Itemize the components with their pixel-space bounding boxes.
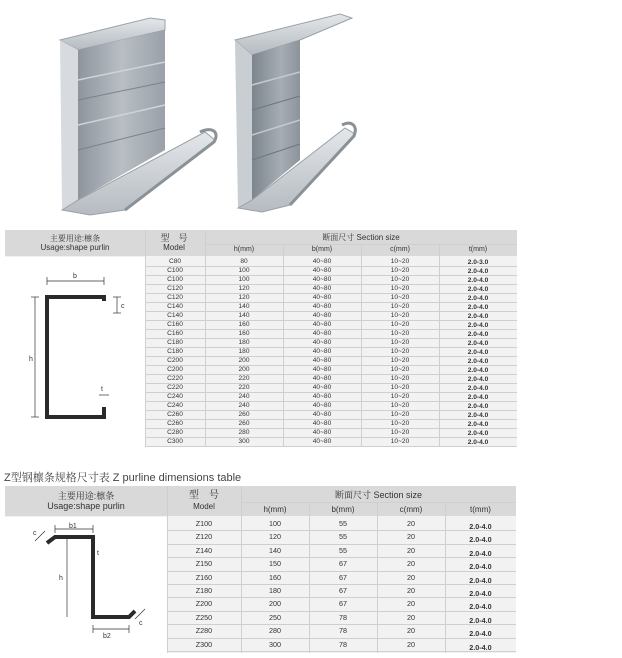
c-cell-r2-c4: 2.0-4.0 [467,277,489,284]
c-cell-r9-c1: 180 [238,339,250,346]
z-cell-r9-c2: 78 [339,639,347,649]
c-cell-r4-c2: 40~80 [312,294,332,301]
c-cell-r18-c1: 260 [238,420,250,427]
c-section-size-header: 断面尺寸 Section size [322,233,400,242]
c-cell-r12-c2: 40~80 [312,366,332,373]
c-col-h: h(mm) [233,246,255,253]
z-cell-r3-c0: Z150 [195,559,213,569]
z-cell-r1-c0: Z120 [195,532,213,542]
z-cell-r3-c1: 150 [269,559,281,569]
c-cell-r4-c4: 2.0-4.0 [467,295,489,302]
c-cell-r10-c0: C180 [167,348,183,355]
c-cell-r17-c4: 2.0-4.0 [467,412,489,419]
z-col-b: b(mm) [331,505,355,514]
c-cell-r2-c1: 100 [238,276,250,283]
z-usage-cn: 主要用途:檩条 [57,491,115,501]
c-cell-r7-c0: C160 [167,321,183,328]
z-dim-b1: b1 [69,523,77,530]
z-cell-r1-c4: 2.0-4.0 [469,535,492,545]
c-cell-r13-c0: C220 [167,375,183,382]
z-cell-r6-c4: 2.0-4.0 [469,602,492,612]
c-cell-r12-c0: C200 [167,366,183,373]
c-cell-r0-c2: 40~80 [312,258,332,265]
c-cell-r11-c1: 200 [238,357,250,364]
c-cell-r8-c3: 10~20 [390,330,410,337]
c-dim-b: b [73,273,77,280]
c-cell-r7-c1: 160 [238,321,250,328]
c-cell-r16-c1: 240 [238,402,250,409]
c-cell-r20-c3: 10~20 [390,438,410,445]
c-cell-r8-c2: 40~80 [312,330,332,337]
c-cell-r6-c2: 40~80 [312,312,332,319]
c-col-t: t(mm) [468,246,488,253]
c-cell-r5-c1: 140 [238,303,250,310]
c-cell-r4-c0: C120 [167,294,183,301]
c-usage-en: Usage:shape purlin [40,243,110,253]
c-cell-r2-c2: 40~80 [312,276,332,283]
c-cell-r19-c4: 2.0-4.0 [467,430,489,437]
z-cell-r5-c4: 2.0-4.0 [469,589,492,598]
c-cell-r13-c2: 40~80 [312,375,332,382]
z-model-en: Model [193,501,215,511]
c-cell-r10-c3: 10~20 [390,348,410,355]
c-cell-r20-c4: 2.0-4.0 [467,439,489,446]
c-col-b: b(mm) [311,246,333,253]
c-cell-r8-c0: C160 [167,330,183,337]
c-cell-r1-c3: 10~20 [390,267,410,274]
z-cell-r9-c0: Z300 [195,639,213,649]
z-cell-r3-c3: 20 [407,559,415,569]
c-cell-r8-c1: 160 [238,330,250,337]
c-cell-r6-c1: 140 [238,312,250,319]
z-cell-r5-c3: 20 [407,586,415,595]
z-cell-r5-c1: 180 [269,586,281,595]
z-col-h: h(mm) [263,505,287,514]
c-cell-r0-c1: 80 [240,258,248,265]
z-cell-r3-c2: 67 [339,559,347,569]
c-cell-r20-c1: 300 [238,438,250,445]
c-dim-h: h [29,356,33,363]
c-cell-r19-c2: 40~80 [312,429,332,436]
c-cell-r18-c2: 40~80 [312,420,332,427]
c-cell-r1-c2: 40~80 [312,267,332,274]
z-cell-r9-c1: 300 [269,639,281,649]
c-cell-r11-c0: C200 [167,357,183,364]
c-cell-r5-c4: 2.0-4.0 [467,304,489,311]
c-cell-r11-c4: 2.0-4.0 [467,358,489,365]
c-cell-r3-c0: C120 [167,285,183,292]
c-cell-r17-c0: C260 [167,411,183,418]
c-cell-r14-c4: 2.0-4.0 [467,385,489,392]
z-cell-r4-c3: 20 [407,572,415,582]
z-cell-r1-c3: 20 [407,532,415,542]
z-cell-r7-c4: 2.0-4.0 [469,615,492,625]
z-cell-r4-c1: 160 [269,572,281,582]
c-cell-r4-c3: 10~20 [390,294,410,301]
c-cell-r13-c3: 10~20 [390,375,410,382]
z-section-size-header: 断面尺寸 Section size [334,490,423,500]
c-usage-cn: 主要用途:檩条 [49,234,101,243]
c-cell-r19-c3: 10~20 [390,429,410,436]
c-cell-r1-c1: 100 [238,267,250,274]
c-cell-r10-c1: 180 [238,348,250,355]
z-cell-r9-c4: 2.0-4.0 [469,642,492,652]
c-cell-r20-c0: C300 [167,438,183,445]
c-cell-r5-c0: C140 [167,303,183,310]
z-cell-r7-c0: Z250 [195,612,213,622]
z-cell-r8-c4: 2.0-4.0 [469,629,492,639]
z-cell-r7-c3: 20 [407,612,415,622]
z-usage-en: Usage:shape purlin [47,501,125,512]
c-cell-r19-c1: 280 [238,429,250,436]
z-cell-r2-c4: 2.0-4.0 [469,548,492,558]
c-col-c: c(mm) [390,246,410,253]
c-cell-r3-c2: 40~80 [312,285,332,292]
z-cell-r0-c2: 55 [339,519,347,528]
c-cell-r7-c4: 2.0-4.0 [467,322,489,329]
c-cell-r13-c1: 220 [238,375,250,382]
c-purlin-table [5,230,517,446]
c-cell-r4-c1: 120 [238,294,250,301]
c-usage-header [5,234,145,252]
c-cell-r6-c4: 2.0-4.0 [467,313,489,320]
z-dim-b2: b2 [103,633,111,640]
c-cell-r19-c0: C280 [167,429,183,436]
purlin-left [60,18,216,215]
c-cell-r10-c4: 2.0-4.0 [467,349,489,356]
c-cell-r9-c0: C180 [167,339,183,346]
c-cell-r2-c0: C100 [167,276,183,283]
c-cell-r6-c0: C140 [167,312,183,319]
z-cell-r1-c1: 120 [269,532,281,542]
c-cell-r16-c4: 2.0-4.0 [467,403,489,410]
c-cell-r14-c1: 220 [238,384,250,391]
z-dim-t: t [97,550,99,557]
c-cell-r6-c3: 10~20 [390,312,410,319]
z-dim-h: h [59,575,63,582]
c-cell-r15-c2: 40~80 [312,393,332,400]
z-cell-r9-c3: 20 [407,639,415,649]
c-cell-r14-c3: 10~20 [390,384,410,391]
c-cell-r12-c3: 10~20 [390,366,410,373]
c-cell-r7-c3: 10~20 [390,321,410,328]
c-cell-r12-c4: 2.0-4.0 [467,367,489,374]
z-table-title: Z型钢檩条规格尺寸表 Z purline dimensions table [4,472,242,484]
c-cell-r20-c2: 40~80 [312,438,332,445]
c-cell-r16-c2: 40~80 [312,402,332,409]
c-cell-r17-c1: 260 [238,411,250,418]
c-cell-r1-c4: 2.0-4.0 [467,268,489,275]
c-cell-r1-c0: C100 [167,267,183,274]
z-cell-r8-c2: 78 [339,626,347,636]
c-cell-r17-c3: 10~20 [390,411,410,418]
c-cell-r13-c4: 2.0-4.0 [467,376,489,383]
c-cell-r9-c4: 2.0-4.0 [467,340,489,347]
c-cell-r16-c0: C240 [167,402,183,409]
z-cell-r7-c2: 78 [339,612,347,622]
c-cell-r2-c3: 10~20 [390,276,410,283]
z-cell-r1-c2: 55 [339,532,347,542]
c-cell-r0-c3: 10~20 [390,258,410,265]
c-section-diagram [5,257,145,446]
z-cell-r3-c4: 2.0-4.0 [469,562,492,572]
c-cell-r15-c0: C240 [167,393,183,400]
z-usage-header [5,491,167,512]
z-cell-r2-c3: 20 [407,545,415,555]
z-cell-r5-c0: Z180 [195,586,213,595]
c-cell-r15-c1: 240 [238,393,250,400]
c-cell-r3-c1: 120 [238,285,250,292]
c-cell-r18-c3: 10~20 [390,420,410,427]
c-cell-r7-c2: 40~80 [312,321,332,328]
z-cell-r6-c3: 20 [407,599,415,609]
z-cell-r4-c4: 2.0-4.0 [469,575,492,585]
c-cell-r3-c4: 2.0-4.0 [467,286,489,293]
purlin-right [235,14,355,212]
z-cell-r0-c4: 2.0-4.0 [469,522,492,531]
z-cell-r0-c1: 100 [269,519,281,528]
z-model-header [170,490,238,511]
c-cell-r5-c3: 10~20 [390,303,410,310]
z-cell-r8-c1: 280 [269,626,281,636]
c-cell-r18-c0: C260 [167,420,183,427]
z-cell-r8-c3: 20 [407,626,415,636]
c-cell-r5-c2: 40~80 [312,303,332,310]
z-cell-r6-c1: 200 [269,599,281,609]
c-purlin-photo [0,0,622,226]
c-cell-r18-c4: 2.0-4.0 [467,421,489,428]
c-cell-r15-c3: 10~20 [390,393,410,400]
c-cell-r8-c4: 2.0-4.0 [467,331,489,338]
c-model-cn: 型 号 [160,233,188,243]
z-cell-r6-c2: 67 [339,599,347,609]
z-cell-r5-c2: 67 [339,586,347,595]
z-dim-c-bottom: c [139,620,143,627]
z-cell-r2-c2: 55 [339,545,347,555]
z-cell-r4-c2: 67 [339,572,347,582]
z-section-diagram [5,517,167,653]
z-cell-r7-c1: 250 [269,612,281,622]
c-cell-r9-c3: 10~20 [390,339,410,346]
z-col-t: t(mm) [470,505,491,514]
c-cell-r9-c2: 40~80 [312,339,332,346]
z-cell-r0-c0: Z100 [195,519,213,528]
c-dim-c: c [121,303,125,310]
c-cell-r11-c3: 10~20 [390,357,410,364]
c-dim-t: t [101,386,103,393]
z-purline-table [5,486,516,653]
c-cell-r11-c2: 40~80 [312,357,332,364]
z-cell-r4-c0: Z160 [195,572,213,582]
c-cell-r14-c0: C220 [167,384,183,391]
c-cell-r0-c4: 2.0-3.0 [467,259,489,266]
z-cell-r0-c3: 20 [407,519,415,528]
c-model-header [148,233,200,253]
z-model-cn: 型 号 [189,490,219,501]
c-cell-r10-c2: 40~80 [312,348,332,355]
z-cell-r2-c0: Z140 [195,545,213,555]
c-cell-r14-c2: 40~80 [312,384,332,391]
z-cell-r6-c0: Z200 [195,599,213,609]
z-cell-r2-c1: 140 [269,545,281,555]
z-dim-c-top: c [33,530,37,537]
z-cell-r8-c0: Z280 [195,626,213,636]
c-model-en: Model [163,243,185,253]
c-cell-r15-c4: 2.0-4.0 [467,394,489,401]
c-cell-r0-c0: C80 [168,258,182,265]
z-col-c: c(mm) [399,505,423,514]
c-cell-r16-c3: 10~20 [390,402,410,409]
c-cell-r17-c2: 40~80 [312,411,332,418]
c-cell-r3-c3: 10~20 [390,285,410,292]
c-cell-r12-c1: 200 [238,366,250,373]
